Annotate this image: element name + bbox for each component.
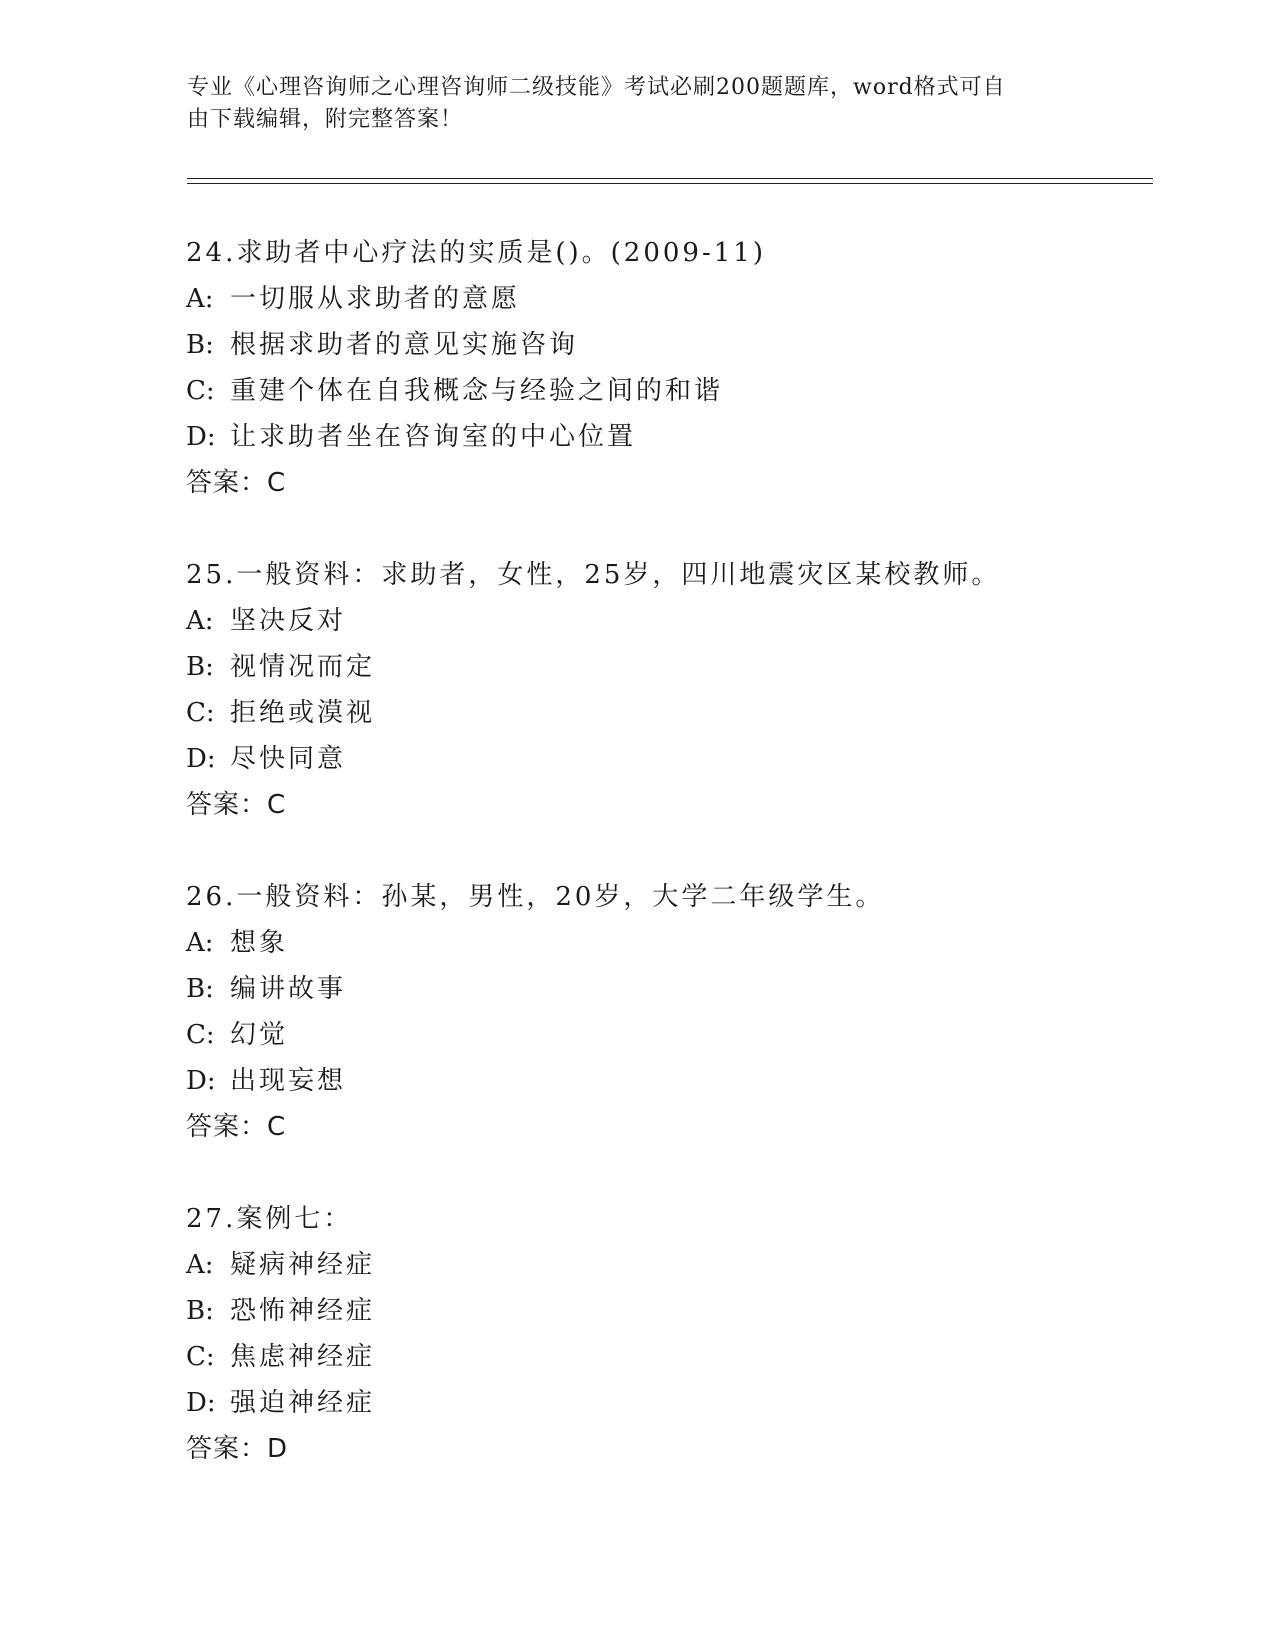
option-d: [186, 1058, 1186, 1104]
option-a: [186, 920, 1186, 966]
option-key: C:: [186, 376, 215, 406]
question-stem: 26.一般资料：孙某，男性，20岁，大学二年级学生。: [186, 882, 885, 912]
option-a: [186, 276, 1186, 322]
option-key: A:: [186, 928, 214, 958]
option-d: [186, 736, 1186, 782]
header-divider-bottom: [187, 183, 1153, 184]
option-c: [186, 690, 1186, 736]
option-key: D:: [186, 422, 216, 452]
option-b: [186, 1288, 1186, 1334]
header-line-2: 由下载编辑，附完整答案！: [187, 107, 464, 132]
option-c: [186, 1012, 1186, 1058]
option-key: B:: [186, 330, 214, 360]
option-text: 焦虑神经症: [230, 1342, 376, 1372]
document-header: [187, 72, 1067, 136]
header-divider-top: [187, 178, 1153, 179]
option-key: B:: [186, 974, 214, 1004]
option-key: D:: [186, 1066, 216, 1096]
question-block: [186, 1196, 1186, 1472]
option-key: A:: [186, 1250, 214, 1280]
option-b: [186, 644, 1186, 690]
option-text: 编讲故事: [230, 974, 347, 1004]
option-a: [186, 1242, 1186, 1288]
option-key: B:: [186, 1296, 214, 1326]
answer: 答案：C: [186, 1112, 287, 1142]
option-d: [186, 1380, 1186, 1426]
option-text: 强迫神经症: [230, 1388, 376, 1418]
option-key: C:: [186, 698, 215, 728]
question-block: [186, 230, 1186, 506]
option-text: 出现妄想: [230, 1066, 347, 1096]
option-a: [186, 598, 1186, 644]
option-text: 重建个体在自我概念与经验之间的和谐: [230, 376, 724, 406]
option-text: 幻觉: [230, 1020, 289, 1050]
option-key: C:: [186, 1020, 215, 1050]
option-key: D:: [186, 1388, 216, 1418]
option-text: 让求助者坐在咨询室的中心位置: [230, 422, 637, 452]
option-key: D:: [186, 744, 216, 774]
option-text: 根据求助者的意见实施咨询: [230, 330, 579, 360]
option-b: [186, 322, 1186, 368]
option-key: C:: [186, 1342, 215, 1372]
option-text: 尽快同意: [230, 744, 347, 774]
answer: 答案：C: [186, 790, 287, 820]
answer: 答案：C: [186, 468, 287, 498]
option-key: A:: [186, 606, 214, 636]
option-key: A:: [186, 284, 214, 314]
option-b: [186, 966, 1186, 1012]
question-stem: 25.一般资料：求助者，女性，25岁，四川地震灾区某校教师。: [186, 560, 1001, 590]
option-text: 拒绝或漠视: [230, 698, 376, 728]
question-block: [186, 552, 1186, 828]
question-stem: 24.求助者中心疗法的实质是()。(2009-11): [186, 238, 766, 268]
option-c: [186, 1334, 1186, 1380]
header-line-1: 专业《心理咨询师之心理咨询师二级技能》考试必刷200题题库，word格式可自: [187, 75, 1006, 100]
option-text: 想象: [230, 928, 289, 958]
option-text: 视情况而定: [230, 652, 376, 682]
option-d: [186, 414, 1186, 460]
option-text: 一切服从求助者的意愿: [230, 284, 521, 314]
option-text: 疑病神经症: [230, 1250, 376, 1280]
option-text: 坚决反对: [230, 606, 347, 636]
option-text: 恐怖神经症: [230, 1296, 376, 1326]
option-key: B:: [186, 652, 214, 682]
option-c: [186, 368, 1186, 414]
question-stem: 27.案例七：: [186, 1204, 353, 1234]
question-block: [186, 874, 1186, 1150]
answer: 答案：D: [186, 1434, 289, 1464]
